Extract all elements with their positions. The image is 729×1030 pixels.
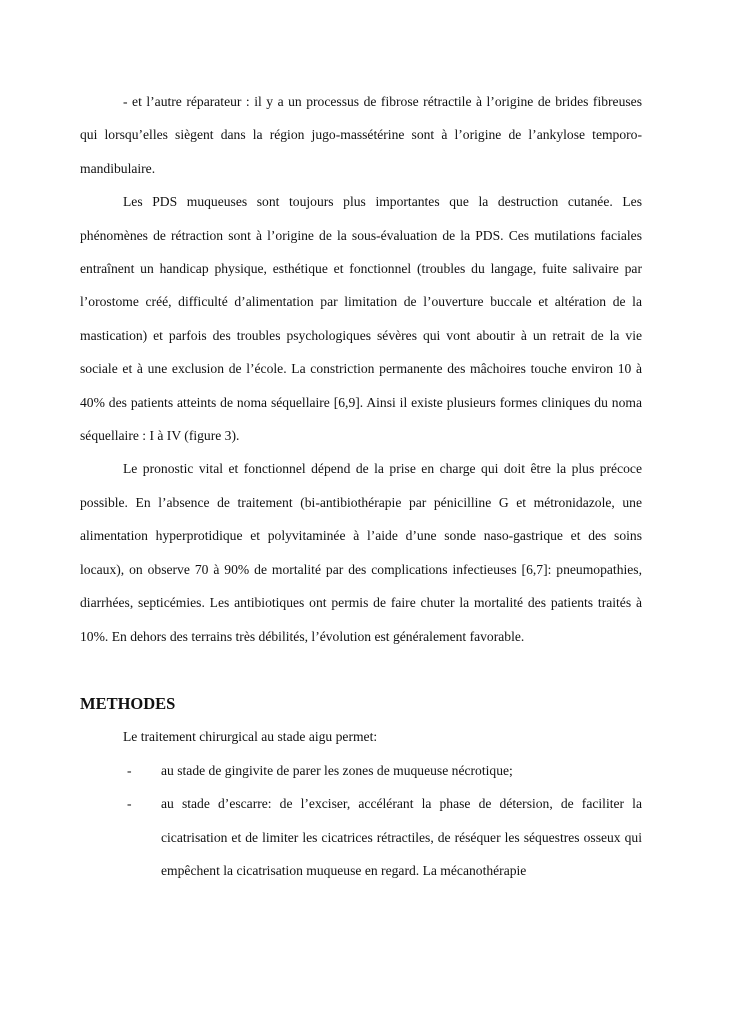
section-heading-methodes: METHODES — [80, 693, 176, 713]
list-item-text: au stade d’escarre: de l’exciser, accélérant la phase de détersion, de faciliter la cicatrisation et de limiter les cicatrices rétractiles, de réséquer les séquestres osseux qui empêchent la cicatrisation muqueuse en regard. La mécanothérapie — [161, 796, 642, 878]
list-item — [123, 754, 642, 787]
list-item-text: au stade de gingivite de parer les zones de muqueuse nécrotique; — [161, 762, 513, 778]
page-content — [80, 85, 642, 887]
paragraph-fibrosis: - et l’autre réparateur : il y a un processus de fibrose rétractile à l’origine de brides fibreuses qui lorsqu’elles siègent dans la région jugo-massétérine sont à l’origine de l’ankylose temporo-mandibulaire. — [80, 94, 642, 176]
paragraph-mucosal-loss: Les PDS muqueuses sont toujours plus importantes que la destruction cutanée. Les phénomènes de rétraction sont à l’origine de la sous-évaluation de la PDS. Ces mutilations faciales entraînent un handicap physique, esthétique et fonctionnel (troubles du langage, fuite salivaire par l’orostome créé, difficulté d’alimentation par limitation de l’ouverture buccale et altération de la mastication) et parfois des troubles psychologiques sévères qui vont aboutir à un retrait de la vie sociale et à une exclusion de l’école. La constriction permanente des mâchoires touche environ 10 à 40% des patients atteints de noma séquellaire [6,9]. Ainsi il existe plusieurs formes cliniques du noma séquellaire : I à IV (figure 3). — [80, 194, 642, 444]
paragraph-prognosis: Le pronostic vital et fonctionnel dépend de la prise en charge qui doit être la plus précoce possible. En l’absence de traitement (bi-antibiothérapie par pénicilline G et métronidazole, une alimentation hyperprotidique et polyvitaminée à l’aide d’une sonde naso-gastrique et des soins locaux), on observe 70 à 90% de mortalité par des complications infectieuses [6,7]: pneumopathies, diarrhées, septicémies. Les antibiotiques ont permis de faire chuter la mortalité des patients traités à 10%. En dehors des terrains très débilités, l’évolution est généralement favorable. — [80, 461, 642, 644]
section-intro: Le traitement chirurgical au stade aigu permet: — [123, 729, 378, 745]
bullet-marker: - — [127, 762, 132, 778]
treatment-list — [123, 754, 642, 888]
list-item — [123, 787, 642, 887]
bullet-marker: - — [127, 796, 132, 812]
